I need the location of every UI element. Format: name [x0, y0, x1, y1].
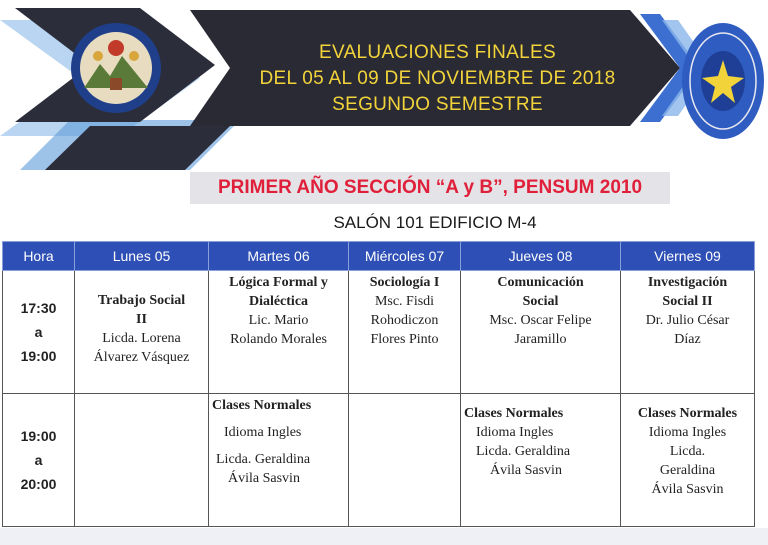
cell-viernes-2: Clases Normales Idioma Ingles Licda. Geraldina Ávila Sasvin — [621, 394, 755, 527]
cell-jueves-1: Comunicación Social Msc. Oscar Felipe Jaramillo — [461, 271, 621, 394]
room-label: SALÓN 101 EDIFICIO M-4 — [333, 213, 537, 232]
cell-martes-2: Clases Normales Idioma Ingles Licda. Geraldina Ávila Sasvin — [209, 394, 349, 527]
table-row — [3, 394, 755, 527]
header-hora: Hora — [3, 242, 75, 271]
header-martes: Martes 06 — [209, 242, 349, 271]
title-line-3: SEGUNDO SEMESTRE — [332, 94, 543, 115]
subtitle-box — [190, 172, 670, 204]
header-lunes: Lunes 05 — [75, 242, 209, 271]
section-subtitle: PRIMER AÑO SECCIÓN “A y B”, PENSUM 2010 — [217, 177, 643, 198]
title-line-2: DEL 05 AL 09 DE NOVIEMBRE DE 2018 — [259, 68, 616, 89]
university-seal — [70, 22, 162, 114]
header-viernes: Viernes 09 — [621, 242, 755, 271]
cell-miercoles-1: Sociología I Msc. Fisdi Rohodiczon Flores Pinto — [349, 271, 461, 394]
cell-lunes-2 — [75, 394, 209, 527]
hour-cell: 17:30 a 19:00 — [3, 271, 75, 394]
school-seal — [681, 22, 765, 140]
table-header-row — [3, 242, 755, 271]
cell-viernes-1: Investigación Social II Dr. Julio César Díaz — [621, 271, 755, 394]
hour-cell: 19:00 a 20:00 — [3, 394, 75, 527]
schedule-table — [2, 241, 755, 527]
cell-jueves-2: Clases Normales Idioma Ingles Licda. Geraldina Ávila Sasvin — [461, 394, 621, 527]
cell-lunes-1: Trabajo Social II Licda. Lorena Álvarez Vásquez — [75, 271, 209, 394]
title-line-1: EVALUACIONES FINALES — [319, 42, 556, 63]
footer-strip — [0, 528, 768, 545]
table-row — [3, 271, 755, 394]
cell-martes-1: Lógica Formal y Dialéctica Lic. Mario Rolando Morales — [209, 271, 349, 394]
banner-title — [210, 40, 665, 118]
cell-miercoles-2 — [349, 394, 461, 527]
header-banner — [0, 0, 768, 175]
header-miercoles: Miércoles 07 — [349, 242, 461, 271]
header-jueves: Jueves 08 — [461, 242, 621, 271]
